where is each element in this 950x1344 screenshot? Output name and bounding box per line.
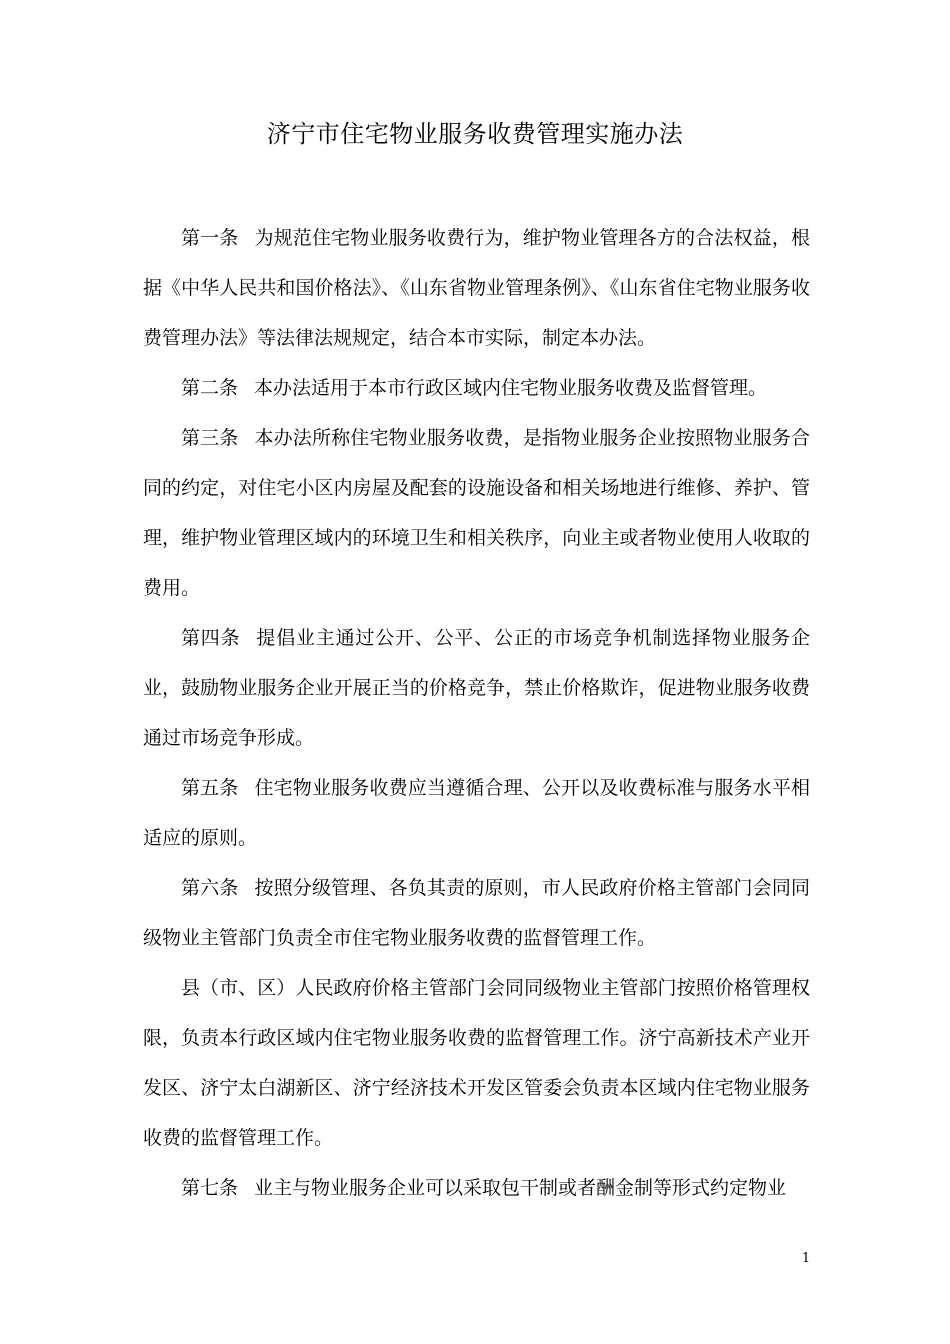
paragraph-article-1 <box>143 213 810 363</box>
article-text: 本办法适用于本市行政区域内住宅物业服务收费及监督管理。 <box>254 377 768 399</box>
article-label: 第五条 <box>181 777 239 799</box>
page-number: 1 <box>801 1251 811 1266</box>
paragraph-article-6 <box>143 863 810 963</box>
paragraph-article-7 <box>143 1163 810 1213</box>
article-text: 住宅物业服务收费应当遵循合理、公开以及收费标准与服务水平相适应的原则。 <box>143 777 810 849</box>
article-label: 第一条 <box>181 227 239 249</box>
article-label: 第七条 <box>181 1177 239 1199</box>
article-text: 县（市、区）人民政府价格主管部门会同同级物业主管部门按照价格管理权限，负责本行政区域内住宅物业服务收费的监督管理工作。济宁高新技术产业开发区、济宁太白湖新区、济宁经济技术开发区管委会负责本区域内住宅物业服务收费的监督管理工作。 <box>143 977 810 1149</box>
paragraph-article-6-continued <box>143 963 810 1163</box>
document-body <box>143 213 810 1213</box>
article-text: 提倡业主通过公开、公平、公正的市场竞争机制选择物业服务企业，鼓励物业服务企业开展正当的价格竞争，禁止价格欺诈，促进物业服务收费通过市场竞争形成。 <box>143 627 810 749</box>
paragraph-article-3 <box>143 413 810 613</box>
article-label: 第二条 <box>181 377 239 399</box>
article-text: 按照分级管理、各负其责的原则，市人民政府价格主管部门会同同级物业主管部门负责全市住宅物业服务收费的监督管理工作。 <box>143 877 810 949</box>
document-title: 济宁市住宅物业服务收费管理实施办法 <box>266 120 684 148</box>
article-text: 为规范住宅物业服务收费行为，维护物业管理各方的合法权益，根据《中华人民共和国价格法》、《山东省物业管理条例》、《山东省住宅物业服务收费管理办法》等法律法规规定，结合本市实际，制定本办法。 <box>143 227 810 349</box>
article-label: 第四条 <box>181 627 241 649</box>
article-text: 业主与物业服务企业可以采取包干制或者酬金制等形式约定物业 <box>254 1177 787 1199</box>
article-text: 本办法所称住宅物业服务收费，是指物业服务企业按照物业服务合同的约定，对住宅小区内房屋及配套的设施设备和相关场地进行维修、养护、管理，维护物业管理区域内的环境卫生和相关秩序，向业主或者物业使用人收取的费用。 <box>143 427 810 599</box>
paragraph-article-5 <box>143 763 810 863</box>
article-label: 第六条 <box>181 877 239 899</box>
paragraph-article-4 <box>143 613 810 763</box>
article-label: 第三条 <box>181 427 239 449</box>
paragraph-article-2 <box>143 363 810 413</box>
